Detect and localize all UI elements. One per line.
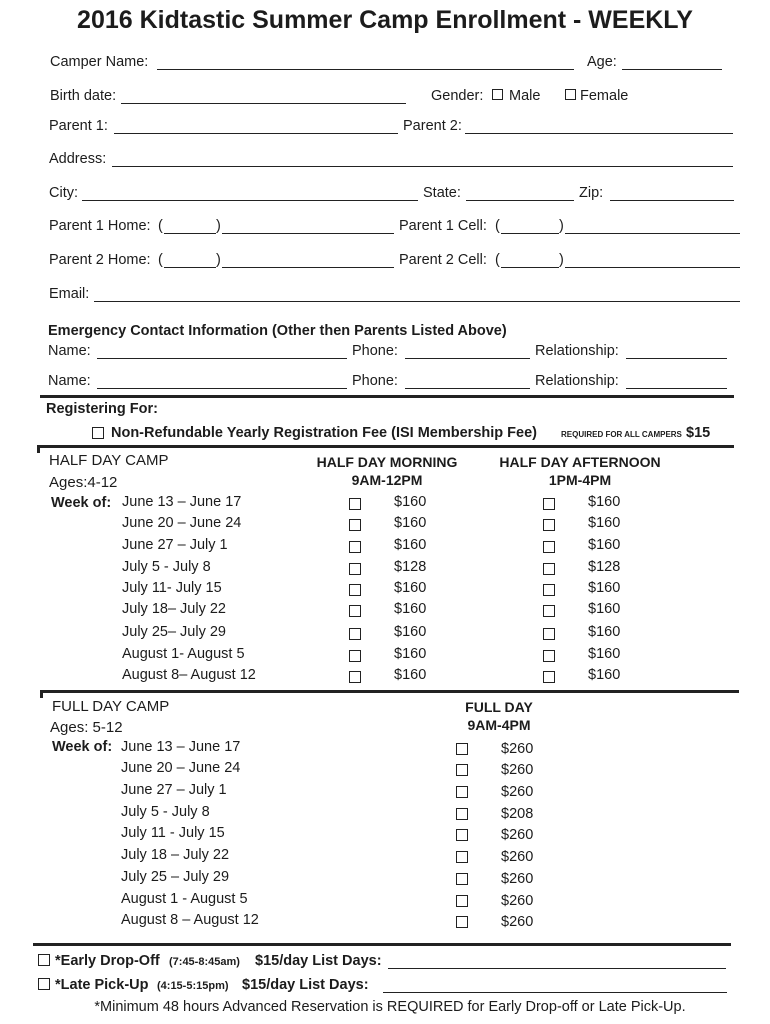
- full-day-checkbox[interactable]: [456, 829, 468, 841]
- emergency2-phone-label: Phone:: [352, 373, 398, 389]
- early-dropoff-time: (7:45-8:45am): [169, 956, 240, 968]
- full-day-week-of: Week of:: [52, 739, 113, 755]
- page-title: 2016 Kidtastic Summer Camp Enrollment - WEEKLY: [77, 6, 693, 34]
- half-day-afternoon-price: $160: [588, 601, 621, 617]
- full-day-checkbox[interactable]: [456, 786, 468, 798]
- half-day-left-corner: [37, 445, 40, 453]
- female-checkbox[interactable]: [565, 89, 576, 100]
- half-day-week: July 11- July 15: [122, 580, 222, 596]
- extras-top-rule: [33, 943, 731, 946]
- full-day-title: FULL DAY CAMP: [52, 698, 170, 715]
- full-day-checkbox[interactable]: [456, 808, 468, 820]
- half-day-morning-price: $160: [394, 537, 427, 553]
- registration-fee-note: REQUIRED FOR ALL CAMPERS: [561, 430, 682, 439]
- half-day-week: August 1- August 5: [122, 646, 245, 662]
- emergency1-relationship-label: Relationship:: [535, 343, 619, 359]
- parent1-cell-open-paren: (: [495, 218, 500, 234]
- early-dropoff-rate: $15/day List Days:: [255, 953, 382, 969]
- birth-date-field[interactable]: [121, 103, 406, 104]
- late-pickup-label: *Late Pick-Up: [55, 977, 149, 993]
- full-day-week: August 1 - August 5: [121, 891, 248, 907]
- early-dropoff-checkbox[interactable]: [38, 954, 50, 966]
- full-day-week: June 20 – June 24: [121, 760, 241, 776]
- gender-label: Gender:: [431, 88, 484, 104]
- emergency1-name-label: Name:: [48, 343, 91, 359]
- half-day-morning-price: $160: [394, 515, 427, 531]
- state-label: State:: [423, 185, 461, 201]
- parent2-label: Parent 2:: [403, 118, 462, 134]
- half-day-week: June 20 – June 24: [122, 515, 242, 531]
- half-day-morning-price: $160: [394, 646, 427, 662]
- half-day-afternoon-checkbox[interactable]: [543, 584, 555, 596]
- half-day-title: HALF DAY CAMP: [49, 452, 169, 469]
- emergency2-name-label: Name:: [48, 373, 91, 389]
- emergency2-relationship-label: Relationship:: [535, 373, 619, 389]
- full-day-left-corner: [40, 690, 43, 698]
- registering-heading: Registering For:: [46, 401, 158, 417]
- half-day-afternoon-checkbox[interactable]: [543, 650, 555, 662]
- parent2-cell-area-field[interactable]: [501, 267, 559, 268]
- parent1-home-label: Parent 1 Home:: [49, 218, 151, 234]
- parent1-cell-label: Parent 1 Cell:: [399, 218, 487, 234]
- half-day-morning-price: $160: [394, 624, 427, 640]
- parent2-home-field[interactable]: [222, 267, 394, 268]
- half-day-afternoon-title: HALF DAY AFTERNOON: [499, 454, 661, 470]
- full-day-week: July 25 – July 29: [121, 869, 230, 885]
- full-day-week: June 27 – July 1: [121, 782, 227, 798]
- half-day-afternoon-checkbox[interactable]: [543, 628, 555, 640]
- age-field[interactable]: [622, 69, 722, 70]
- registration-fee-checkbox[interactable]: [92, 427, 104, 439]
- parent2-cell-label: Parent 2 Cell:: [399, 252, 487, 268]
- state-field[interactable]: [466, 200, 574, 201]
- half-day-morning-checkbox[interactable]: [349, 519, 361, 531]
- city-label: City:: [49, 185, 78, 201]
- full-day-price: $260: [501, 784, 534, 800]
- full-day-price: $260: [501, 741, 534, 757]
- full-day-week: August 8 – August 12: [121, 912, 259, 928]
- half-day-afternoon-price: $160: [588, 515, 621, 531]
- parent2-home-area-field[interactable]: [164, 267, 216, 268]
- parent1-home-field[interactable]: [222, 233, 394, 234]
- half-day-morning-checkbox[interactable]: [349, 605, 361, 617]
- parent1-home-open-paren: (: [158, 218, 163, 234]
- full-day-checkbox[interactable]: [456, 916, 468, 928]
- half-day-morning-price: $160: [394, 580, 427, 596]
- early-dropoff-label: *Early Drop-Off: [55, 953, 160, 969]
- address-field[interactable]: [112, 166, 733, 167]
- half-day-morning-checkbox[interactable]: [349, 650, 361, 662]
- late-pickup-days-field[interactable]: [383, 992, 727, 993]
- full-day-price: $208: [501, 806, 534, 822]
- parent2-cell-field[interactable]: [565, 267, 740, 268]
- section-divider-top: [40, 395, 734, 398]
- half-day-afternoon-price: $160: [588, 537, 621, 553]
- half-day-afternoon-price: $160: [588, 646, 621, 662]
- emergency1-relationship-field[interactable]: [626, 358, 727, 359]
- half-day-week: August 8– August 12: [122, 667, 256, 683]
- half-day-week: June 13 – June 17: [122, 494, 242, 510]
- late-pickup-time: (4:15-5:15pm): [157, 980, 229, 992]
- half-day-morning-checkbox[interactable]: [349, 628, 361, 640]
- emergency1-name-field[interactable]: [97, 358, 347, 359]
- half-day-morning-price: $160: [394, 601, 427, 617]
- full-day-price: $260: [501, 914, 534, 930]
- emergency-heading: Emergency Contact Information (Other then Parents Listed Above): [48, 323, 507, 339]
- half-day-afternoon-price: $160: [588, 494, 621, 510]
- half-day-morning-price: $160: [394, 667, 427, 683]
- half-day-morning-checkbox[interactable]: [349, 541, 361, 553]
- full-day-checkbox[interactable]: [456, 764, 468, 776]
- full-day-price: $260: [501, 871, 534, 887]
- half-day-top-rule: [37, 445, 734, 448]
- parent2-home-label: Parent 2 Home:: [49, 252, 151, 268]
- male-checkbox[interactable]: [492, 89, 503, 100]
- birth-date-label: Birth date:: [50, 88, 117, 104]
- email-field[interactable]: [94, 301, 740, 302]
- half-day-week-of: Week of:: [51, 495, 112, 511]
- late-pickup-rate: $15/day List Days:: [242, 977, 369, 993]
- half-day-afternoon-price: $160: [588, 580, 621, 596]
- parent2-home-open-paren: (: [158, 252, 163, 268]
- parent2-home-close-paren: ): [216, 252, 221, 268]
- half-day-morning-checkbox[interactable]: [349, 584, 361, 596]
- half-day-morning-price: $128: [394, 559, 427, 575]
- email-label: Email:: [49, 286, 90, 302]
- camper-name-field[interactable]: [157, 69, 574, 70]
- half-day-afternoon-checkbox[interactable]: [543, 519, 555, 531]
- full-day-checkbox[interactable]: [456, 851, 468, 863]
- half-day-morning-checkbox[interactable]: [349, 498, 361, 510]
- emergency2-name-field[interactable]: [97, 388, 347, 389]
- parent1-home-area-field[interactable]: [164, 233, 216, 234]
- emergency1-phone-field[interactable]: [405, 358, 530, 359]
- parent2-cell-close-paren: ): [559, 252, 564, 268]
- half-day-morning-checkbox[interactable]: [349, 563, 361, 575]
- half-day-afternoon-checkbox[interactable]: [543, 541, 555, 553]
- full-day-week: July 18 – July 22: [121, 847, 230, 863]
- half-day-afternoon-time: 1PM-4PM: [548, 472, 612, 488]
- full-day-price: $260: [501, 849, 534, 865]
- full-day-week: June 13 – June 17: [121, 739, 241, 755]
- parent2-cell-open-paren: (: [495, 252, 500, 268]
- parent1-cell-close-paren: ): [559, 218, 564, 234]
- full-day-top-rule: [40, 690, 739, 693]
- half-day-week: July 25– July 29: [122, 624, 226, 640]
- half-day-morning-checkbox[interactable]: [349, 671, 361, 683]
- full-day-price: $260: [501, 893, 534, 909]
- half-day-afternoon-checkbox[interactable]: [543, 605, 555, 617]
- zip-label: Zip:: [579, 185, 604, 201]
- half-day-afternoon-checkbox[interactable]: [543, 498, 555, 510]
- half-day-ages: Ages:4-12: [49, 474, 118, 491]
- full-day-col-time: 9AM-4PM: [467, 717, 531, 733]
- registration-fee-label: Non-Refundable Yearly Registration Fee (ISI Membership Fee): [111, 425, 537, 441]
- full-day-checkbox[interactable]: [456, 743, 468, 755]
- parent1-cell-area-field[interactable]: [501, 233, 559, 234]
- registration-fee-amount: $15: [686, 425, 711, 441]
- half-day-morning-title: HALF DAY MORNING: [316, 454, 458, 470]
- parent1-label: Parent 1:: [49, 118, 108, 134]
- zip-field[interactable]: [610, 200, 734, 201]
- half-day-morning-price: $160: [394, 494, 427, 510]
- age-label: Age:: [587, 54, 617, 70]
- emergency2-phone-field[interactable]: [405, 388, 530, 389]
- reservation-note: *Minimum 48 hours Advanced Reservation is REQUIRED for Early Drop-off or Late Pick-Up.: [94, 999, 686, 1015]
- address-label: Address:: [49, 151, 107, 167]
- half-day-morning-time: 9AM-12PM: [351, 472, 423, 488]
- parent1-cell-field[interactable]: [565, 233, 740, 234]
- half-day-afternoon-checkbox[interactable]: [543, 563, 555, 575]
- half-day-afternoon-checkbox[interactable]: [543, 671, 555, 683]
- city-field[interactable]: [82, 200, 418, 201]
- half-day-afternoon-price: $160: [588, 624, 621, 640]
- half-day-afternoon-price: $160: [588, 667, 621, 683]
- half-day-week: July 18– July 22: [122, 601, 226, 617]
- parent1-home-close-paren: ): [216, 218, 221, 234]
- full-day-col-title: FULL DAY: [465, 699, 533, 715]
- parent2-field[interactable]: [465, 133, 733, 134]
- full-day-checkbox[interactable]: [456, 873, 468, 885]
- male-label: Male: [509, 88, 541, 104]
- half-day-afternoon-price: $128: [588, 559, 621, 575]
- camper-name-label: Camper Name:: [50, 54, 149, 70]
- full-day-week: July 11 - July 15: [121, 825, 225, 841]
- emergency2-relationship-field[interactable]: [626, 388, 727, 389]
- full-day-price: $260: [501, 762, 534, 778]
- half-day-week: June 27 – July 1: [122, 537, 228, 553]
- late-pickup-checkbox[interactable]: [38, 978, 50, 990]
- full-day-ages: Ages: 5-12: [50, 719, 123, 736]
- full-day-week: July 5 - July 8: [121, 804, 210, 820]
- female-label: Female: [580, 88, 629, 104]
- parent1-field[interactable]: [114, 133, 398, 134]
- emergency1-phone-label: Phone:: [352, 343, 398, 359]
- early-dropoff-days-field[interactable]: [388, 968, 726, 969]
- full-day-checkbox[interactable]: [456, 895, 468, 907]
- full-day-price: $260: [501, 827, 534, 843]
- half-day-week: July 5 - July 8: [122, 559, 211, 575]
